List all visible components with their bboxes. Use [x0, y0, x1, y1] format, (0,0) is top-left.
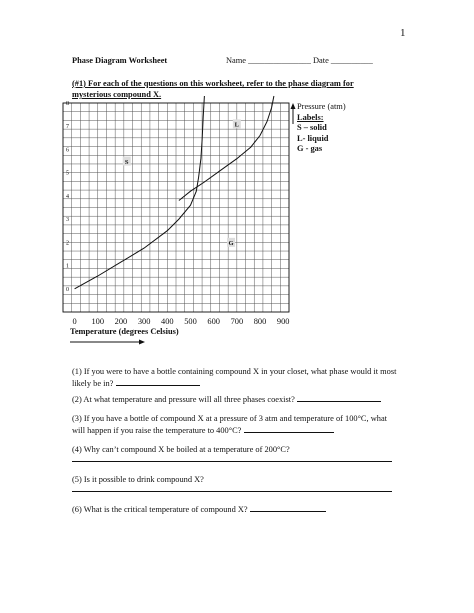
y-tick-label: 6 — [66, 147, 69, 154]
y-tick-label: 7 — [66, 124, 69, 131]
x-axis-arrowhead — [139, 340, 145, 345]
name-label: Name — [226, 56, 246, 65]
x-tick-label: 900 — [276, 317, 290, 326]
answer-blank-4[interactable] — [72, 461, 392, 462]
page-number: 1 — [400, 27, 406, 39]
y-tick-label: 5 — [66, 170, 69, 177]
legend-item-solid: S – solid — [297, 123, 327, 132]
x-tick-label: 700 — [230, 317, 244, 326]
question-3: (3) If you have a bottle of compound X at a pressure of 3 atm and temperature of 100°C, what will happen if you raise the temperature to 400°C? — [72, 414, 387, 435]
x-tick-label: 0 — [72, 317, 77, 326]
y-tick-label: 0 — [66, 286, 69, 293]
y-axis-arrowhead — [291, 103, 296, 109]
x-tick-label: 800 — [253, 317, 267, 326]
intro-instructions: (#1) For each of the questions on this worksheet, refer to the phase diagram for mysterious compound X. — [72, 79, 354, 99]
y-tick-label: 3 — [66, 217, 69, 224]
question-4: (4) Why can’t compound X be boiled at a temperature of 200°C? — [72, 445, 290, 454]
y-tick-label: 4 — [66, 193, 69, 200]
legend-item-liquid: L- liquid — [297, 133, 329, 143]
x-tick-label: 200 — [114, 317, 128, 326]
legend-header — [297, 102, 346, 113]
legend-labels-title: Labels: — [297, 112, 324, 122]
region-label-g: G — [228, 240, 234, 248]
answer-blank-5[interactable] — [72, 491, 392, 492]
region-label-s: S — [124, 158, 129, 166]
question-6: (6) What is the critical temperature of compound X? — [72, 503, 402, 515]
x-tick-label: 300 — [137, 317, 151, 326]
legend-item-gas: G - gas — [297, 144, 323, 153]
y-tick-label: 8 — [66, 101, 69, 107]
name-blank: _______________ — [248, 56, 311, 65]
answer-blank-2[interactable] — [297, 393, 381, 402]
x-tick-label: 400 — [161, 317, 174, 326]
x-tick-label: 500 — [184, 317, 197, 326]
question-5: (5) Is it possible to drink compound X? — [72, 475, 204, 484]
pressure-axis-label: Pressure (atm) — [297, 102, 346, 111]
x-tick-label: 600 — [207, 317, 220, 326]
question-1: (1) If you were to have a bottle containing compound X in your closet, what phase would it most likely be in? — [72, 367, 397, 388]
answer-blank-6[interactable] — [250, 503, 326, 512]
date-label: Date — [313, 56, 329, 65]
region-label-l: L — [234, 121, 240, 129]
y-tick-label: 2 — [66, 240, 69, 247]
x-tick-label: 100 — [91, 317, 105, 326]
answer-blank-3[interactable] — [244, 424, 334, 433]
worksheet-title: Phase Diagram Worksheet — [72, 56, 168, 65]
question-2: (2) At what temperature and pressure will all three phases coexist? — [72, 393, 402, 405]
x-axis-label: Temperature (degrees Celsius) — [70, 327, 179, 336]
answer-blank-1[interactable] — [116, 377, 200, 386]
legend — [297, 102, 346, 155]
y-tick-label: 1 — [66, 263, 69, 270]
date-blank: __________ — [330, 56, 373, 65]
